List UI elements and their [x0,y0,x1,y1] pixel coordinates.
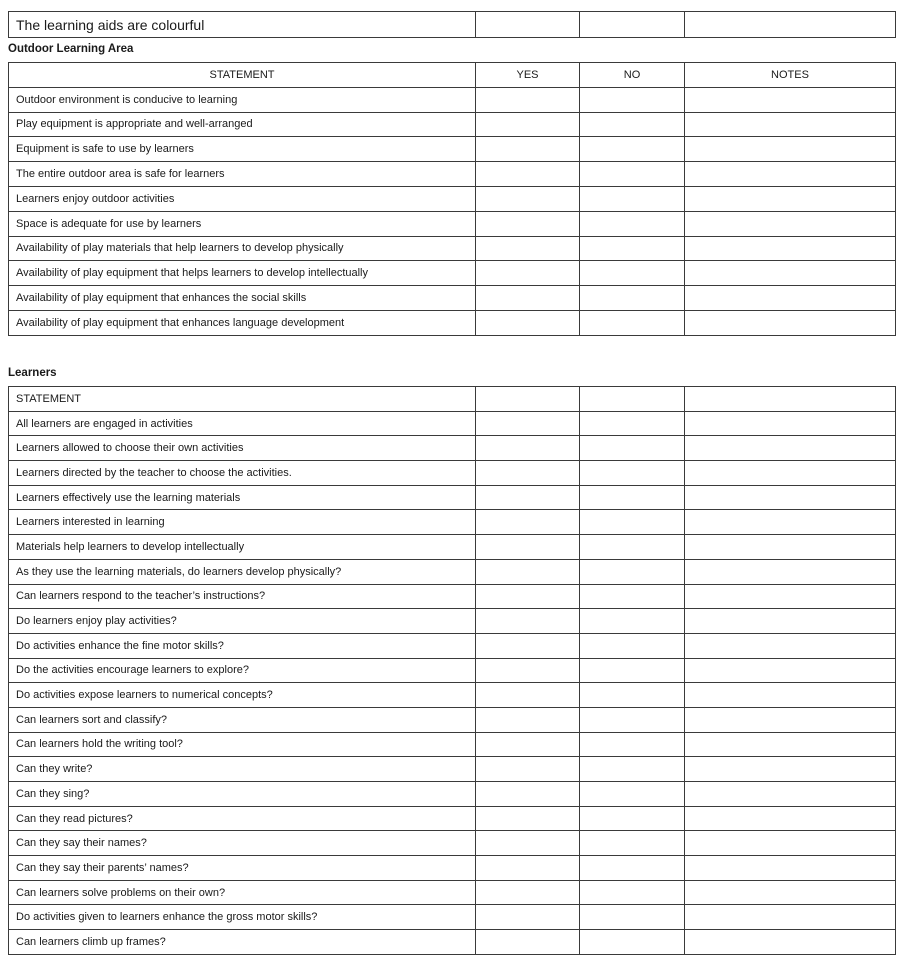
outdoor-section-title: Outdoor Learning Area [8,43,134,55]
no-cell[interactable] [580,87,685,112]
statement-cell: Do the activities encourage learners to explore? [9,658,476,683]
notes-cell[interactable] [685,905,896,930]
table-row [9,535,896,560]
notes-cell[interactable] [685,633,896,658]
yes-cell[interactable] [476,310,580,335]
no-cell[interactable] [580,112,685,137]
statement-header: STATEMENT [9,387,476,412]
yes-cell[interactable] [476,112,580,137]
yes-cell[interactable] [476,856,580,881]
no-cell[interactable] [580,831,685,856]
statement-cell: Learners directed by the teacher to choose the activities. [9,461,476,486]
statement-cell: Can learners hold the writing tool? [9,732,476,757]
yes-cell[interactable] [476,510,580,535]
yes-cell[interactable] [476,707,580,732]
yes-cell[interactable] [476,806,580,831]
yes-header: YES [476,63,580,88]
yes-cell[interactable] [476,261,580,286]
yes-cell[interactable] [476,535,580,560]
yes-cell[interactable] [476,782,580,807]
statement-cell: Play equipment is appropriate and well-arranged [9,112,476,137]
no-cell[interactable] [580,186,685,211]
table-row [9,856,896,881]
no-cell[interactable] [580,658,685,683]
no-cell[interactable] [580,633,685,658]
statement-cell: Availability of play materials that help learners to develop physically [9,236,476,261]
yes-cell[interactable] [476,683,580,708]
statement-cell: The entire outdoor area is safe for learners [9,162,476,187]
yes-cell[interactable] [476,137,580,162]
table-row [9,559,896,584]
yes-cell[interactable] [476,12,580,38]
statement-cell: Can learners respond to the teacher’s instructions? [9,584,476,609]
notes-cell[interactable] [685,880,896,905]
no-cell[interactable] [580,12,685,38]
yes-cell[interactable] [476,485,580,510]
table-row [9,485,896,510]
yes-header [476,387,580,412]
notes-cell[interactable] [685,436,896,461]
no-cell[interactable] [580,609,685,634]
statement-cell: Availability of play equipment that enhances language development [9,310,476,335]
statement-cell: Can learners sort and classify? [9,707,476,732]
learners-checklist-table [8,386,896,955]
yes-cell[interactable] [476,584,580,609]
table-row [9,757,896,782]
no-cell[interactable] [580,880,685,905]
no-cell[interactable] [580,137,685,162]
notes-header: NOTES [685,63,896,88]
notes-cell[interactable] [685,286,896,311]
yes-cell[interactable] [476,436,580,461]
table-row [9,806,896,831]
table-row [9,707,896,732]
notes-cell[interactable] [685,411,896,436]
statement-cell: Learners allowed to choose their own activities [9,436,476,461]
no-cell[interactable] [580,683,685,708]
no-cell[interactable] [580,461,685,486]
table-row [9,633,896,658]
yes-cell[interactable] [476,87,580,112]
statement-cell: Can they say their names? [9,831,476,856]
table-row [9,510,896,535]
notes-cell[interactable] [685,162,896,187]
statement-cell: Availability of play equipment that helps learners to develop intellectually [9,261,476,286]
table-row [9,584,896,609]
table-row [9,782,896,807]
notes-cell[interactable] [685,186,896,211]
statement-header: STATEMENT [9,63,476,88]
yes-cell[interactable] [476,633,580,658]
yes-cell[interactable] [476,461,580,486]
statement-cell: Do activities expose learners to numerical concepts? [9,683,476,708]
learning-aids-table [8,11,896,38]
notes-cell[interactable] [685,211,896,236]
yes-cell[interactable] [476,732,580,757]
statement-cell: Can learners climb up frames? [9,930,476,955]
yes-cell[interactable] [476,162,580,187]
statement-cell: Learners enjoy outdoor activities [9,186,476,211]
table-row [9,261,896,286]
yes-cell[interactable] [476,905,580,930]
no-cell[interactable] [580,806,685,831]
no-cell[interactable] [580,584,685,609]
notes-cell[interactable] [685,609,896,634]
no-cell[interactable] [580,310,685,335]
notes-cell[interactable] [685,310,896,335]
table-row [9,286,896,311]
statement-cell: Availability of play equipment that enhances the social skills [9,286,476,311]
table-row [9,87,896,112]
no-cell[interactable] [580,856,685,881]
table-row [9,905,896,930]
no-cell[interactable] [580,211,685,236]
statement-cell: Can they write? [9,757,476,782]
notes-cell[interactable] [685,831,896,856]
no-cell[interactable] [580,757,685,782]
no-cell[interactable] [580,535,685,560]
table-row [9,310,896,335]
notes-cell[interactable] [685,930,896,955]
statement-cell: Can they read pictures? [9,806,476,831]
yes-cell[interactable] [476,831,580,856]
table-row [9,658,896,683]
no-cell[interactable] [580,436,685,461]
notes-cell[interactable] [685,782,896,807]
table-row [9,137,896,162]
notes-cell[interactable] [685,261,896,286]
statement-cell: All learners are engaged in activities [9,411,476,436]
table-row [9,12,896,38]
table-header-row [9,387,896,412]
no-cell[interactable] [580,707,685,732]
notes-header [685,387,896,412]
table-row [9,683,896,708]
statement-cell: Can they sing? [9,782,476,807]
yes-cell[interactable] [476,211,580,236]
notes-cell[interactable] [685,559,896,584]
table-row [9,461,896,486]
yes-cell[interactable] [476,658,580,683]
yes-cell[interactable] [476,186,580,211]
no-cell[interactable] [580,236,685,261]
no-cell[interactable] [580,930,685,955]
statement-cell: Learners effectively use the learning materials [9,485,476,510]
statement-cell: As they use the learning materials, do learners develop physically? [9,559,476,584]
notes-cell[interactable] [685,707,896,732]
yes-cell[interactable] [476,930,580,955]
statement-cell: Can they say their parents’ names? [9,856,476,881]
statement-cell: Space is adequate for use by learners [9,211,476,236]
yes-cell[interactable] [476,880,580,905]
learners-section-title: Learners [8,367,57,379]
table-row [9,211,896,236]
no-cell[interactable] [580,905,685,930]
no-cell[interactable] [580,286,685,311]
no-cell[interactable] [580,559,685,584]
table-row [9,162,896,187]
no-cell[interactable] [580,782,685,807]
table-row [9,436,896,461]
statement-cell: Can learners solve problems on their own? [9,880,476,905]
no-header [580,387,685,412]
no-cell[interactable] [580,162,685,187]
yes-cell[interactable] [476,411,580,436]
table-row [9,880,896,905]
notes-cell[interactable] [685,87,896,112]
notes-cell[interactable] [685,461,896,486]
notes-cell[interactable] [685,112,896,137]
table-row [9,732,896,757]
notes-cell[interactable] [685,658,896,683]
notes-cell[interactable] [685,510,896,535]
statement-cell: Outdoor environment is conducive to learning [9,87,476,112]
yes-cell[interactable] [476,236,580,261]
table-row [9,609,896,634]
yes-cell[interactable] [476,757,580,782]
table-row [9,186,896,211]
notes-cell[interactable] [685,137,896,162]
yes-cell[interactable] [476,559,580,584]
notes-cell[interactable] [685,732,896,757]
notes-cell[interactable] [685,12,896,38]
notes-cell[interactable] [685,584,896,609]
notes-cell[interactable] [685,236,896,261]
no-cell[interactable] [580,261,685,286]
table-row [9,831,896,856]
statement-cell: The learning aids are colourful [9,12,476,38]
notes-cell[interactable] [685,683,896,708]
statement-cell: Do activities enhance the fine motor skills? [9,633,476,658]
notes-cell[interactable] [685,485,896,510]
notes-cell[interactable] [685,757,896,782]
no-header: NO [580,63,685,88]
statement-cell: Do activities given to learners enhance the gross motor skills? [9,905,476,930]
statement-cell: Materials help learners to develop intellectually [9,535,476,560]
statement-cell: Equipment is safe to use by learners [9,137,476,162]
statement-cell: Do learners enjoy play activities? [9,609,476,634]
statement-cell: Learners interested in learning [9,510,476,535]
no-cell[interactable] [580,732,685,757]
yes-cell[interactable] [476,609,580,634]
no-cell[interactable] [580,510,685,535]
notes-cell[interactable] [685,806,896,831]
table-row [9,930,896,955]
table-row [9,236,896,261]
table-row [9,112,896,137]
notes-cell[interactable] [685,856,896,881]
notes-cell[interactable] [685,535,896,560]
yes-cell[interactable] [476,286,580,311]
no-cell[interactable] [580,485,685,510]
outdoor-checklist-table [8,62,896,336]
table-row [9,411,896,436]
no-cell[interactable] [580,411,685,436]
table-header-row [9,63,896,88]
